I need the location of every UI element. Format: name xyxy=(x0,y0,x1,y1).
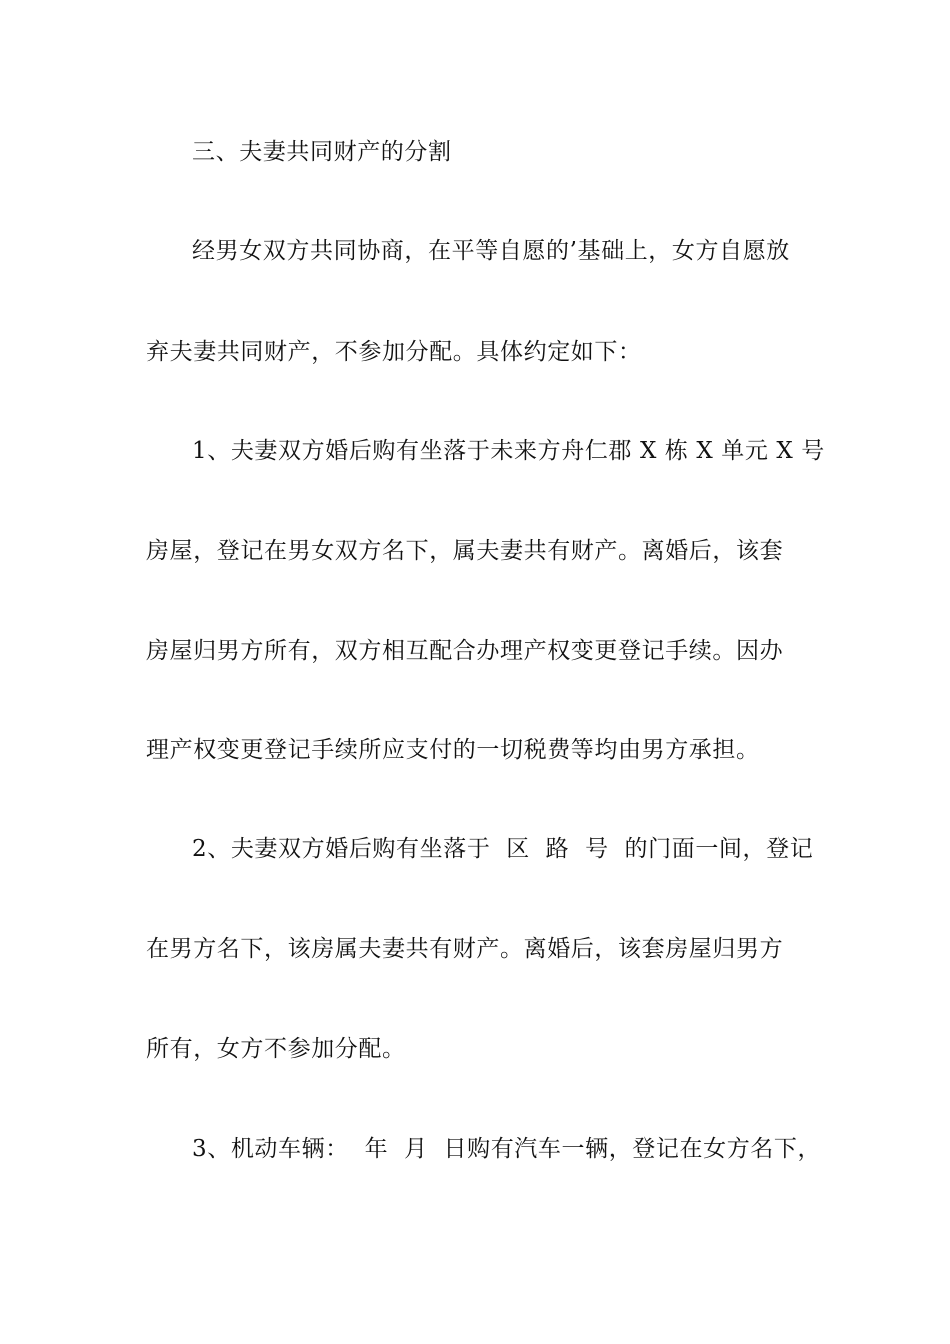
paragraph-line: 所有，女方不参加分配。 xyxy=(146,1036,406,1062)
paragraph-line: 在男方名下，该房属夫妻共有财产。离婚后，该套房屋归男方 xyxy=(146,936,784,962)
paragraph-line: 2、夫妻双方婚后购有坐落于 区 路 号 的门面一间，登记 xyxy=(192,836,814,862)
paragraph-line: 弃夫妻共同财产，不参加分配。具体约定如下： xyxy=(146,339,642,365)
paragraph-line: 理产权变更登记手续所应支付的一切税费等均由男方承担。 xyxy=(146,737,760,763)
paragraph-line: 房屋，登记在男女双方名下，属夫妻共有财产。离婚后，该套 xyxy=(146,538,784,564)
paragraph-line: 经男女双方共同协商，在平等自愿的’基础上，女方自愿放 xyxy=(192,238,790,264)
paragraph-line: 3、机动车辆： 年 月 日购有汽车一辆，登记在女方名下， xyxy=(192,1136,822,1162)
paragraph-line: 房屋归男方所有，双方相互配合办理产权变更登记手续。因办 xyxy=(146,638,784,664)
paragraph-line: 1、夫妻双方婚后购有坐落于未来方舟仁郡 X 栋 X 单元 X 号 xyxy=(192,438,825,464)
section-heading: 三、夫妻共同财产的分割 xyxy=(192,139,452,165)
